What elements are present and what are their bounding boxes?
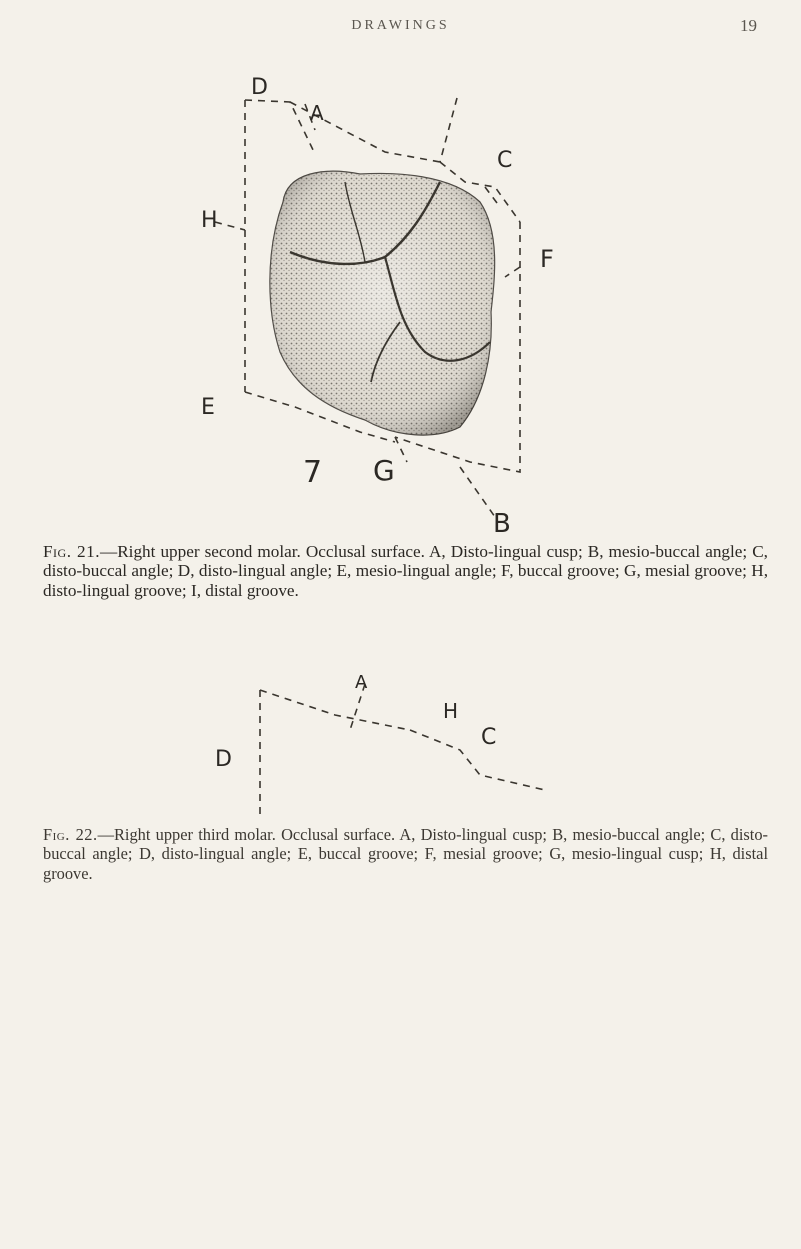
caption-fig-22 (43, 825, 768, 883)
figure-21-drawing (195, 62, 595, 540)
hand-label-e: E (201, 395, 215, 420)
handwritten-letters-22-top (215, 672, 496, 772)
page-header (0, 14, 801, 38)
hand-label-7: 7 (303, 455, 323, 490)
hand-label-d-22: D (215, 747, 232, 772)
hand-label-a-22: A (355, 672, 368, 693)
caption-fig-21 (43, 542, 768, 600)
hand-label-c-22: C (481, 725, 497, 750)
hand-label-h: H (201, 208, 218, 233)
hand-label-h-22: H (443, 699, 459, 723)
page-number: 19 (740, 16, 757, 35)
hand-label-g: G (373, 454, 395, 487)
hand-label-f: F (540, 245, 554, 273)
caption-22-label: Fig. 22. (43, 825, 98, 844)
caption-22-text: —Right upper third molar. Occlusal surface. A, Disto-lingual cusp; B, mesio-buccal angle; C, disto-buccal angle; D, disto-lingual angle; E, buccal groove; F, mesial groove; G, mesio-lingual cusp; H, distal groove. (43, 825, 769, 883)
figure-22-drawing-lower (215, 780, 595, 820)
caption-21-label: Fig. 21. (43, 542, 101, 561)
caption-21-text: —Right upper second molar. Occlusal surface. A, Disto-lingual cusp; B, mesio-buccal angle; C, disto-buccal angle; D, disto-lingual angle; E, mesio-lingual angle; F, buccal groove; G, mesial groove; H, disto-lingual groove; I, distal groove. (43, 542, 768, 600)
running-head: DRAWINGS (351, 18, 450, 33)
molar-crown-21 (270, 171, 495, 435)
hand-label-a: A (310, 101, 324, 125)
hand-label-c: C (497, 148, 513, 173)
hand-label-d: D (251, 75, 268, 100)
hand-label-b: B (493, 509, 511, 539)
